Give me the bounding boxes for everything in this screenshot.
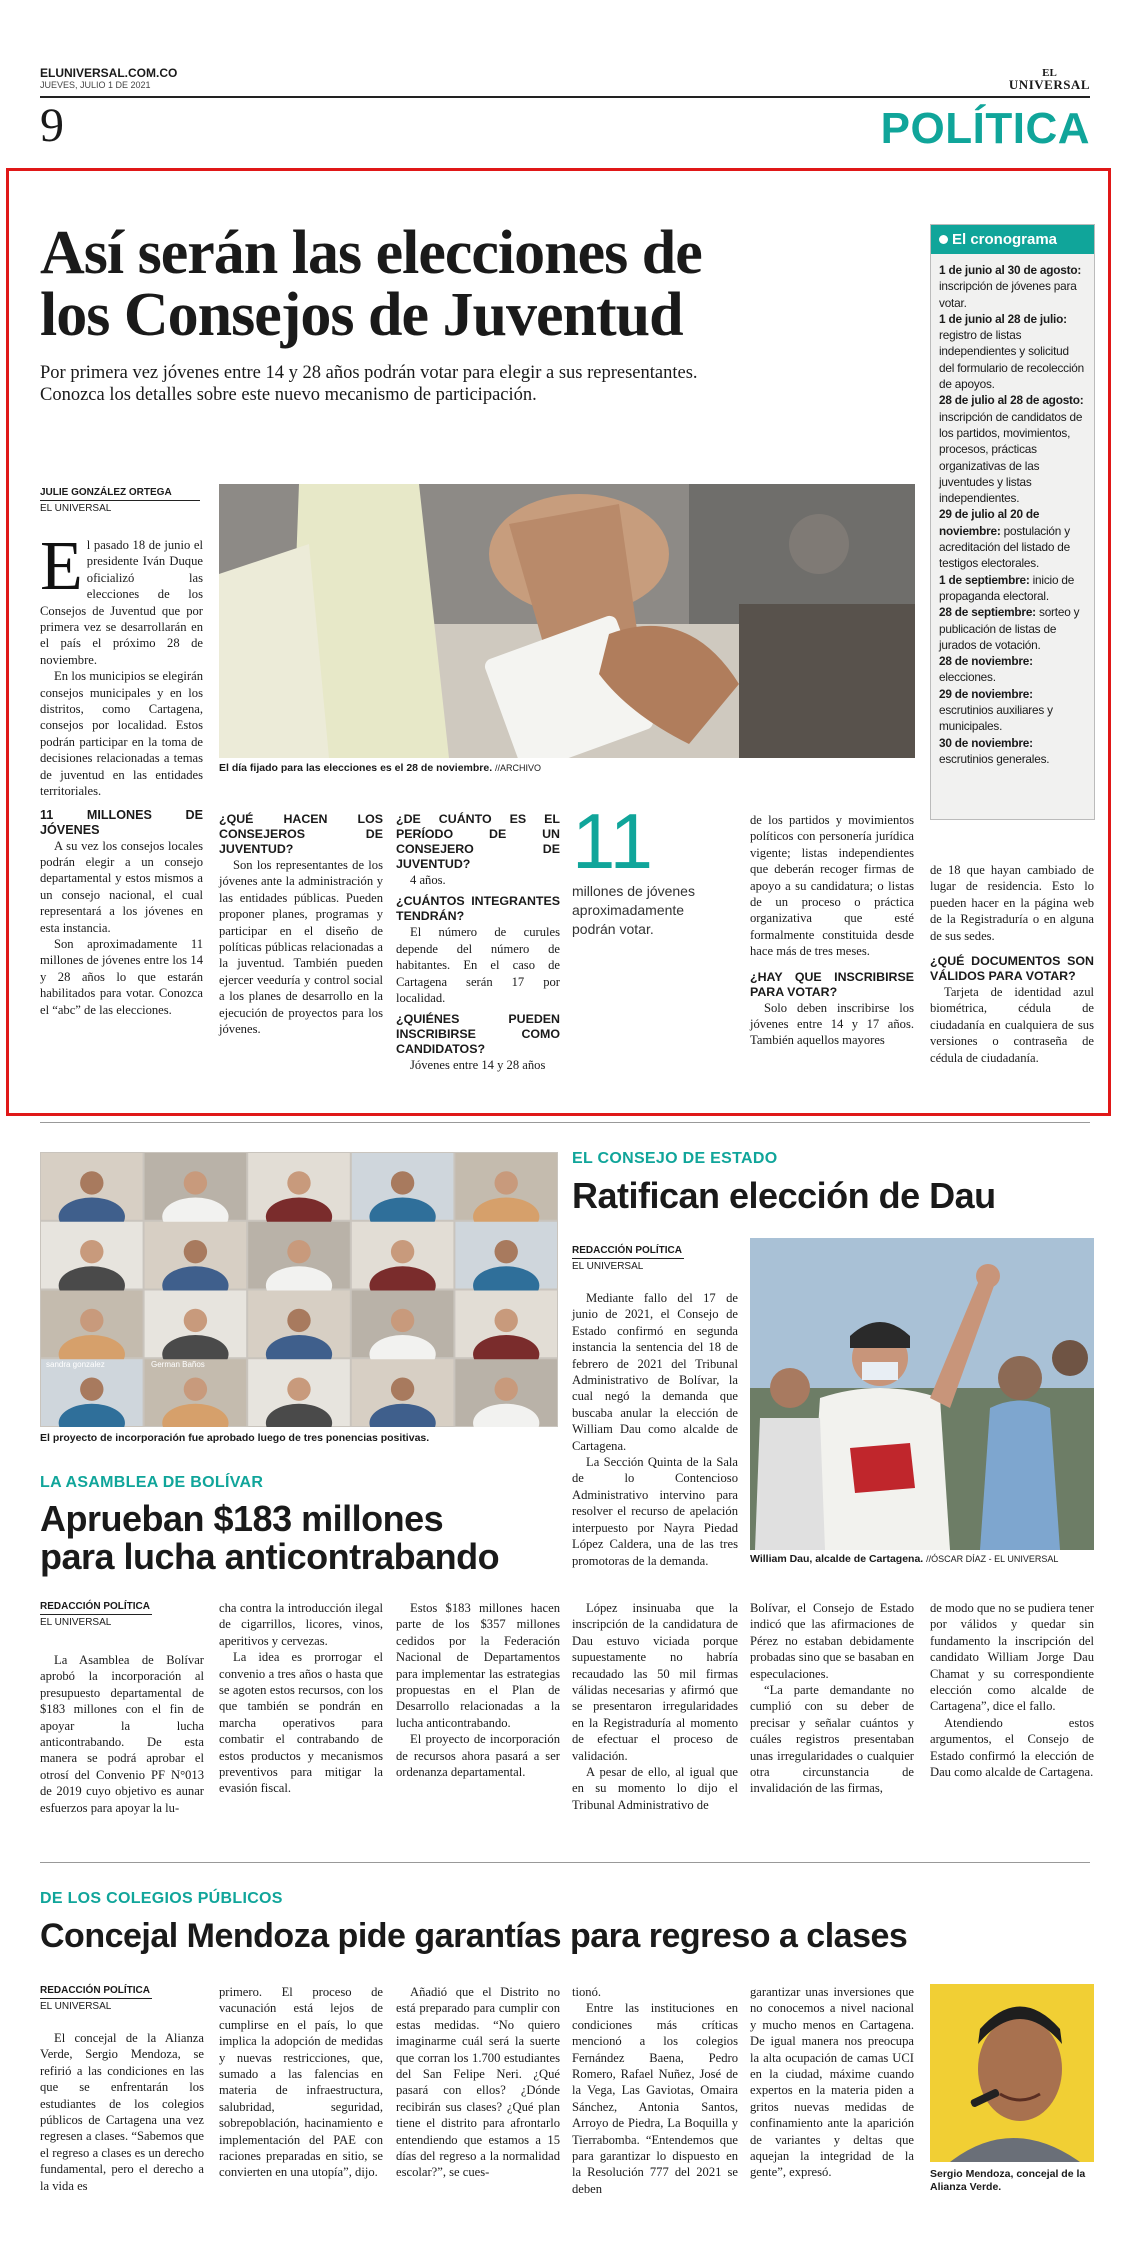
cronograma-list xyxy=(931,254,1094,767)
author: JULIE GONZÁLEZ ORTEGA xyxy=(40,486,200,501)
video-tile xyxy=(145,1359,247,1427)
cronograma-box xyxy=(930,224,1095,820)
question-3: ¿CUÁNTOS INTEGRANTES TENDRÁN? xyxy=(396,894,560,924)
question-4: ¿QUIÉNES PUEDEN INSCRIBIRSE COMO CANDIDATOS? xyxy=(396,1012,560,1057)
asamblea-column-1: La Asamblea de Bolívar aprobó la incorporación al presupuesto departamental de $183 millones con el fin de apoyar la lucha anticontrabando. De esta manera se podrá aprobar el otrosí del Convenio PF N°013 de 2019 cuyo objetivo es aunar esfuerzos para apoyar la lu- xyxy=(40,1653,204,1815)
dropcap: E xyxy=(40,528,83,605)
asamblea-kicker: LA ASAMBLEA DE BOLÍVAR xyxy=(40,1474,264,1491)
cronograma-text: inscripción de jóvenes para votar. xyxy=(939,279,1077,310)
section-divider xyxy=(40,1122,1090,1123)
cronograma-item xyxy=(939,604,1086,653)
main-headline: Así serán las elecciones de los Consejos de Juventud xyxy=(40,219,702,349)
cronograma-item xyxy=(939,653,1086,686)
main-column-5: de los partidos y movimientos políticos con personería jurídica vigente; listas independientes que deberán recoger firmas de apoyo a su candidatura; o listas de un proceso o práctica organizativa que esté formalmente constituida desde hace más de tres meses. ¿HAY QUE INSCRIBIRSE PARA VOTAR? Solo deben inscribirse los jóvenes entre 14 y 17 años. También aquellos mayores xyxy=(750,813,914,1048)
dau-headline: Ratifican elección de Dau xyxy=(572,1175,996,1216)
main-deck: Por primera vez jóvenes entre 14 y 28 años podrán votar para elegir a sus representantes. Conozca los detalles sobre este nuevo mecanismo de participación. xyxy=(40,363,698,405)
bullet-icon xyxy=(939,235,948,244)
dau-column-2: López insinuaba que la inscripción de la candidatura de Dau estuvo viciada porque supuestamente no habría recaudado las 50 mil firmas válidas necesarias y afirmó que se presentaron irregularidades en la Registraduría al momento de efectuar el proceso de validación. A pesar de ello, al igual que en su momento lo dijo el Tribunal Administrativo de xyxy=(572,1601,738,1812)
section-name: POLÍTICA xyxy=(880,104,1090,153)
site-name: ELUNIVERSAL.COM.CO xyxy=(40,66,178,80)
cronograma-title-bar: El cronograma xyxy=(931,225,1094,254)
question-6: ¿QUÉ DOCUMENTOS SON VÁLIDOS PARA VOTAR? xyxy=(930,954,1094,984)
cronograma-date: 1 de septiembre: xyxy=(939,572,1030,587)
mendoza-photo xyxy=(930,1984,1094,2162)
dau-column-1: Mediante fallo del 17 de junio de 2021, el Consejo de Estado confirmó en segunda instancia la sentencia del 18 de febrero de 2021 del Tribunal Administrativo de Bolívar, la cual negó la demanda que buscaba anular la elección de William Dau como alcalde de Cartagena. La Sección Quinta de la Sala de lo Contencioso Administrativo intervino para resolver el recurso de apelación interpuesto por Nayra Piedad López Caldera, una de las tres promotoras de la demanda. xyxy=(572,1291,738,1568)
dau-photo xyxy=(750,1238,1094,1550)
rule-top xyxy=(40,96,1090,98)
main-column-3: ¿DE CUÁNTO ES EL PERÍODO DE UN CONSEJERO DE JUVENTUD? 4 años. ¿CUÁNTOS INTEGRANTES TENDRÁN? El número de curules depende del número de habitantes. En el caso de Cartagena serán 17 por localidad. ¿QUIÉNES PUEDEN INSCRIBIRSE COMO CANDIDATOS? Jóvenes entre 14 y 28 años xyxy=(396,812,560,1073)
main-column-2: ¿QUÉ HACEN LOS CONSEJEROS DE JUVENTUD? Son los representantes de los jóvenes ante la administración y las entidades públicas. Pueden proponer planes, programas y participar en el diseño de políticas públicas relacionadas a la juventud. También pueden ejercer veeduría y control social a los planes de desarrollo en la ejecución de proyectos para los jóvenes. xyxy=(219,812,383,1037)
mendoza-column-3: Añadió que el Distrito no está preparado para cumplir con estas medidas. “No quiero imaginarme cuál será la suerte que corran los 1.700 estudiantes del San Felipe Neri. ¿Qué pasará con ellos? ¿Dónde recibirán sus clases? ¿Qué plan tiene el distrito para afrontarlo entendiendo que estamos a 15 días del regreso a la normalidad escolar?”, se cues- xyxy=(396,1985,560,2180)
subhead: 11 MILLONES DE JÓVENES xyxy=(40,807,203,837)
mendoza-column-2: primero. El proceso de vacunación está lejos de cumplirse en el país, lo que implica la adopción de medidas y nuevas restricciones, que, sumado a las falencias en materia de infraestructura, salubridad, seguridad, sobrepoblación, hacinamiento e implementación del PAE con raciones preparadas en sitio, se convierten en una utopía”, dijo. xyxy=(219,1985,383,2180)
cronograma-text: registro de listas independientes y solicitud del formulario de recolección de apoyos. xyxy=(939,328,1085,392)
dau-byline: REDACCIÓN POLÍTICA EL UNIVERSAL xyxy=(572,1245,682,1272)
mendoza-headline: Concejal Mendoza pide garantías para regreso a clases xyxy=(40,1917,908,1955)
dau-column-4: de modo que no se pudiera tener por válidos y quedar sin fundamento la inscripción del candidato William Jorge Dau Chamat y su correspondiente elección como alcalde de Cartagena”, dice el fallo. Atendiendo estos argumentos, el Consejo de Estado confirmó la elección de Dau como alcalde de Cartagena. xyxy=(930,1601,1094,1780)
mendoza-byline: REDACCIÓN POLÍTICA EL UNIVERSAL xyxy=(40,1985,150,2012)
asamblea-column-3: Estos $183 millones hacen parte de los $357 millones cedidos por la Federación Nacional de Departamentos para implementar las estrategias propuestas en el Plan de Desarrollo relacionadas a la lucha anticontrabando. El proyecto de incorporación de recursos ahora pasará a ser ordenanza departamental. xyxy=(396,1601,560,1780)
mendoza-column-1: El concejal de la Alianza Verde, Sergio Mendoza, se refirió a las condiciones en las que se enfrentarán los estudiantes de los colegios públicos de Cartagena una vez regresen a clases. “Sabemos que el regreso a clases es un derecho fundamental, pero el derecho a la vida es xyxy=(40,2031,204,2193)
asamblea-headline: Aprueban $183 millones para lucha anticontrabando xyxy=(40,1498,500,1577)
mendoza-kicker: DE LOS COLEGIOS PÚBLICOS xyxy=(40,1890,283,1907)
question-2: ¿DE CUÁNTO ES EL PERÍODO DE UN CONSEJERO DE JUVENTUD? xyxy=(396,812,560,871)
cronograma-item xyxy=(939,262,1086,311)
photo-credit: //ARCHIVO xyxy=(495,763,542,773)
cronograma-text: sorteo y publicación de listas de jurados de votación. xyxy=(939,605,1080,652)
cronograma-date: 1 de junio al 28 de julio: xyxy=(939,311,1067,326)
masthead xyxy=(40,66,1090,156)
logo: EL UNIVERSAL xyxy=(1008,67,1090,92)
main-photo xyxy=(219,484,915,758)
cronograma-text: escrutinios generales. xyxy=(939,751,1050,766)
mendoza-column-4: tionó. Entre las instituciones en condiciones más críticas mencionó a los colegios Fernández Baena, Pedro Romero, Rafael Nuñez, José de la Vega, Las Gaviotas, Omaira Sánchez, Antonia Santos, Arroyo de Piedra, La Boquilla y Tierrabomba. “Entendemos que para garantizar lo dispuesto en la Resolución 777 del 2021 se deben xyxy=(572,1985,738,2196)
asamblea-column-2: cha contra la introducción ilegal de cigarrillos, licores, vinos, aperitivos y cervezas. La idea es prorrogar el convenio a tres años o hasta que se agoten estos recursos, con los que también se pondrán en marcha operativos para combatir el contrabando de estos productos y mecanismos preventivos para mitigar la evasión fiscal. xyxy=(219,1601,383,1796)
main-column-6: de 18 que hayan cambiado de lugar de residencia. Esto lo pueden hacer en la página web de la Registraduría o en alguna de sus sedes. ¿QUÉ DOCUMENTOS SON VÁLIDOS PARA VOTAR? Tarjeta de identidad azul biométrica, cédula de ciudadanía en cualquiera de sus versiones o contraseña de cédula de ciudadanía. xyxy=(930,863,1094,1065)
cronograma-date: 29 de julio al 20 de noviembre: xyxy=(939,507,1040,538)
cronograma-date: 1 de junio al 30 de agosto: xyxy=(939,263,1082,277)
participant-name-2: German Baños xyxy=(151,1360,205,1369)
cronograma-text: inscripción de candidatos de los partidos, movimientos, procesos, prácticas organizativas de las juventudes y listas independientes. xyxy=(939,409,1083,506)
big-number-label: millones de jóvenes aproximadamente podrán votar. xyxy=(572,883,695,937)
cronograma-item xyxy=(939,506,1086,571)
outlet: EL UNIVERSAL xyxy=(40,503,112,514)
dau-kicker: EL CONSEJO DE ESTADO xyxy=(572,1150,778,1167)
cronograma-date: 28 de septiembre: xyxy=(939,605,1036,620)
photo-credit: //ÓSCAR DÍAZ - EL UNIVERSAL xyxy=(926,1554,1059,1564)
big-number-callout xyxy=(572,797,722,939)
video-tile xyxy=(248,1359,350,1427)
cronograma-date: 29 de noviembre: xyxy=(939,686,1033,701)
mendoza-column-5: garantizar unas inversiones que no conocemos a nivel nacional y mucho menos en Cartagena. De igual manera nos preocupa la alta ocupación de camas UCI en la ciudad, máxime cuando expertos en la materia piden a gritos nuevas medidas de confinamiento ante la aparición de variantes y deltas que aquejan la integridad de la gente”, expresó. xyxy=(750,1985,914,2180)
video-tile xyxy=(455,1359,557,1427)
cronograma-date: 28 de noviembre: xyxy=(939,654,1033,669)
question-1: ¿QUÉ HACEN LOS CONSEJEROS DE JUVENTUD? xyxy=(219,812,383,856)
video-tile xyxy=(41,1359,143,1427)
video-call-photo xyxy=(40,1152,558,1427)
cronograma-text: elecciones. xyxy=(939,670,996,685)
main-column-1: El pasado 18 de junio el presidente Iván Duque oficializó las elecciones de los Consejos de Juventud que por primera vez se desarrollarán en el país el próximo 28 de noviembre. En los municipios se elegirán consejos municipales y en los distritos, como Cartagena, consejos por localidad. Estos podrán participar en la toma de decisiones relacionadas a temas de juventud en las entidades territoriales. 11 MILLONES DE JÓVENES A su vez los consejos locales podrán elegir a un consejo departamental y estos mismos a un consejo nacional, el cual representará a los jóvenes en esta instancia. Son aproximadamente 11 millones de jóvenes entre los 14 y 28 años lo que estarán habilitados para votar. Conozca el “abc” de las elecciones. xyxy=(40,528,203,1017)
cronograma-text: inicio de propaganda electoral. xyxy=(939,572,1075,603)
dau-photo-illustration xyxy=(750,1238,1094,1550)
cronograma-item xyxy=(939,735,1086,768)
cronograma-item xyxy=(939,392,1086,506)
asamblea-byline: REDACCIÓN POLÍTICA EL UNIVERSAL xyxy=(40,1601,150,1628)
mendoza-photo-caption: Sergio Mendoza, concejal de la Alianza Verde. xyxy=(930,2168,1086,2193)
participant-name-1: sandra gonzalez xyxy=(46,1360,105,1369)
issue-date: JUEVES, JULIO 1 DE 2021 xyxy=(40,80,151,90)
video-call-grid-illustration xyxy=(40,1152,558,1427)
main-photo-caption: El día fijado para las elecciones es el 28 de noviembre. //ARCHIVO xyxy=(219,762,542,774)
cronograma-item xyxy=(939,311,1086,392)
section-divider-2 xyxy=(40,1862,1090,1863)
voting-photo-illustration xyxy=(219,484,915,758)
cronograma-date: 28 de julio al 28 de agosto: xyxy=(939,393,1084,408)
cronograma-text: escrutinios auxiliares y municipales. xyxy=(939,703,1053,734)
video-tile xyxy=(352,1359,454,1427)
cronograma-text: postulación y acreditación del listado de testigos electorales. xyxy=(939,523,1071,571)
page-number: 9 xyxy=(40,99,64,152)
video-photo-caption: El proyecto de incorporación fue aprobado luego de tres ponencias positivas. xyxy=(40,1432,430,1444)
question-5: ¿HAY QUE INSCRIBIRSE PARA VOTAR? xyxy=(750,969,914,999)
cronograma-item xyxy=(939,686,1086,735)
cronograma-date: 30 de noviembre: xyxy=(939,735,1033,750)
mendoza-photo-illustration xyxy=(930,1984,1094,2162)
cronograma-item xyxy=(939,572,1086,605)
big-number: 11 xyxy=(572,797,653,885)
dau-column-3: Bolívar, el Consejo de Estado indicó que las afirmaciones de Pérez no estaban debidamente probadas sino que se basaban en especulaciones. “La parte demandante no cumplió con su deber de precisar y señalar cuántos y cuáles registros presentaban unas irregularidades o cualquier otra circunstancia de invalidación de las firmas, xyxy=(750,1601,914,1796)
main-byline xyxy=(40,486,200,515)
dau-photo-caption: William Dau, alcalde de Cartagena. //ÓSCAR DÍAZ - EL UNIVERSAL xyxy=(750,1553,1059,1565)
